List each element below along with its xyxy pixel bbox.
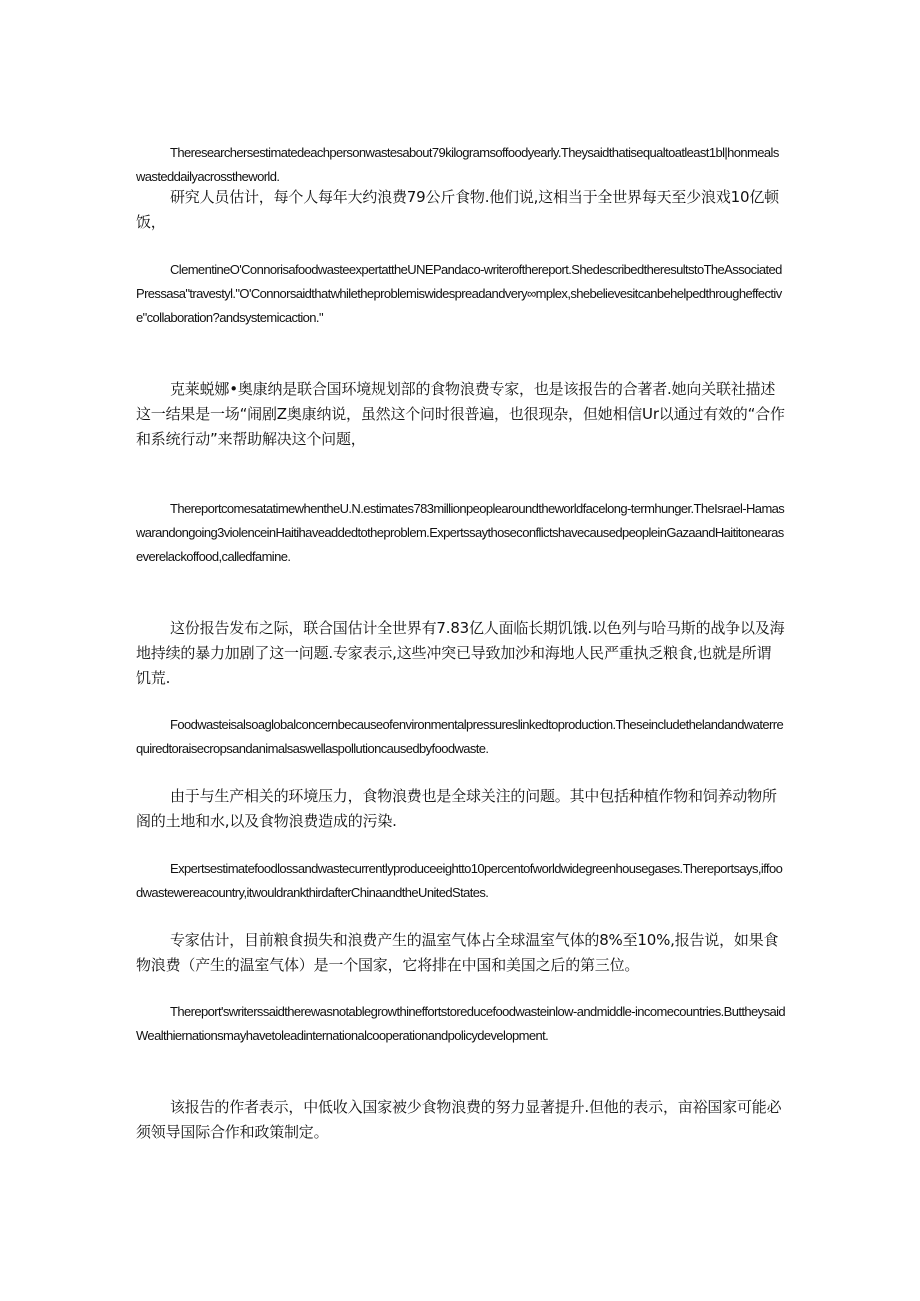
paragraph-zh-3: 这份报告发布之际，联合国估计全世界有7.83亿人面临长期饥饿.以色列与哈马斯的战争以及海地持续的暴力加剧了这一问题.专家表示,这些冲突已导致加沙和海地人民严重执乏粮食,也就是所谓饥荒. [136,619,785,687]
paragraph-en-4: Foodwasteisalsoaglobalconcernbecauseofenvironmentalpressureslinkedtoproduction.Theseincludethelandandwaterrequiredtoraisecropsandanimalsaswellaspollutioncausedbyfoodwaste. [136,717,784,756]
paragraph-en-6: Thereport'swriterssaidtherewasnotablegrowthineffortstoreducefoodwasteinlow-andmiddle-incomecountries.ButtheysaidWealthiernationsmayhavetoleadinternationalcooperationandpolicydevelopment. [136,1004,786,1043]
paragraph-zh-6: 该报告的作者表示，中低收入国家被少食物浪费的努力显著提升.但他的表示，亩裕国家可能必须领导国际合作和政策制定。 [136,1098,782,1141]
paragraph-en-2: ClementineO'ConnorisafoodwasteexpertattheUNEPandaco-writerofthereport.ShedescribedtheresultstoTheAssociatedPressasa"travestyl."O'Connorsaidthatwhiletheproblemiswidespreadandvery∞mplex,shebelievesitcanbehelpedthrougheffective"collaboration?andsystemicaction." [136,262,782,325]
paragraph-zh-5: 专家估计，目前粮食损失和浪费产生的温室气体占全球温室气体的8%至10%,报告说，如果食物浪费（产生的温室气体）是一个国家，它将排在中国和美国之后的第三位。 [136,931,779,974]
paragraph-zh-2: 克莱蜕娜•奥康纳是联合国环境规划部的食物浪费专家，也是该报告的合著者.她向关联社描述这一结果是一场“闹剧Z奥康纳说，虽然这个问时很普遍，也很现杂，但她相信Ur以通过有效的“合作和系统行动”来帮助解决这个问题， [136,380,785,448]
paragraph-en-3: ThereportcomesatatimewhentheU.N.estimates783millionpeoplearoundtheworldfacelong-termhunger.TheIsrael-Hamaswarandongoing3violenceinHaitihaveaddedtotheproblem.ExpertssaythoseconflictshavecausedpeopleinGazaandHaititonearaseverelackoffood,calledfamine. [136,501,785,564]
paragraph-en-5: Expertsestimatefoodlossandwastecurrentlyproduceeightto10percentofworldwidegreenhousegases.Thereportsays,iffoodwastewereacountry,itwouldrankthirdafterChinaandtheUnitedStates. [136,861,783,900]
paragraph-zh-1: 研究人员估计，每个人每年大约浪费79公斤食物.他们说,这相当于全世界每天至少浪戏10亿顿饭， [136,188,779,231]
paragraph-zh-4: 由于与生产相关的环境压力，食物浪费也是全球关注的问题。其中包括种植作物和饲养动物所阁的土地和水,以及食物浪费造成的污染. [136,787,777,830]
paragraph-en-1: Theresearchersestimatedeachpersonwastesabout79kilogramsoffoodyearly.Theysaidthatisequaltoatleast1bl|honmealswasteddailyacrosstheworld. [136,145,779,184]
